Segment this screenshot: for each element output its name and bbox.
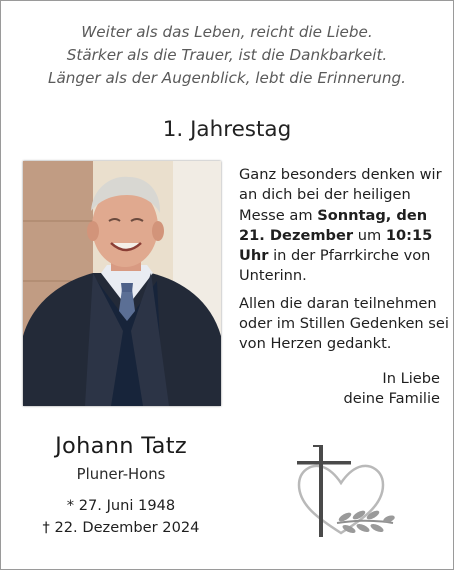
mass-um: um (353, 226, 386, 244)
mass-location: in der Pfarrkirche von Unterinn. (239, 247, 431, 285)
mass-time: 10:15 Uhr (239, 226, 433, 265)
poem-line-2: Stärker als die Trauer, ist die Dankbarkeit. (66, 46, 388, 64)
signoff-line-1: In Liebe (382, 370, 440, 387)
life-dates (21, 495, 221, 539)
deceased-name: Johann Tatz (55, 433, 187, 459)
family-signoff (239, 369, 440, 410)
mass-intro: Ganz besonders denken wir an dich bei der heiligen Messe am (239, 166, 442, 224)
memorial-poem (1, 21, 453, 90)
birth-date: * 27. Juni 1948 (66, 497, 176, 514)
death-date: † 22. Dezember 2024 (42, 519, 200, 536)
poem-line-3: Länger als der Augenblick, lebt die Erinnerung. (48, 69, 406, 87)
signoff-line-2: deine Familie (343, 390, 440, 408)
portrait-photo (23, 161, 221, 406)
cross-heart-branch-icon (289, 439, 401, 547)
anniversary-heading: 1. Jahrestag (162, 117, 292, 142)
mass-date: Sonntag, den 21. Dezember (239, 206, 428, 244)
mass-paragraph (239, 165, 449, 287)
mass-invitation (239, 165, 449, 355)
thanks-paragraph: Allen die daran teilnehmen oder im Stillen Gedenken sei von Herzen gedankt. (239, 294, 449, 353)
poem-line-1: Weiter als das Leben, reicht die Liebe. (81, 23, 373, 41)
deceased-alias: Pluner-Hons (76, 466, 166, 483)
